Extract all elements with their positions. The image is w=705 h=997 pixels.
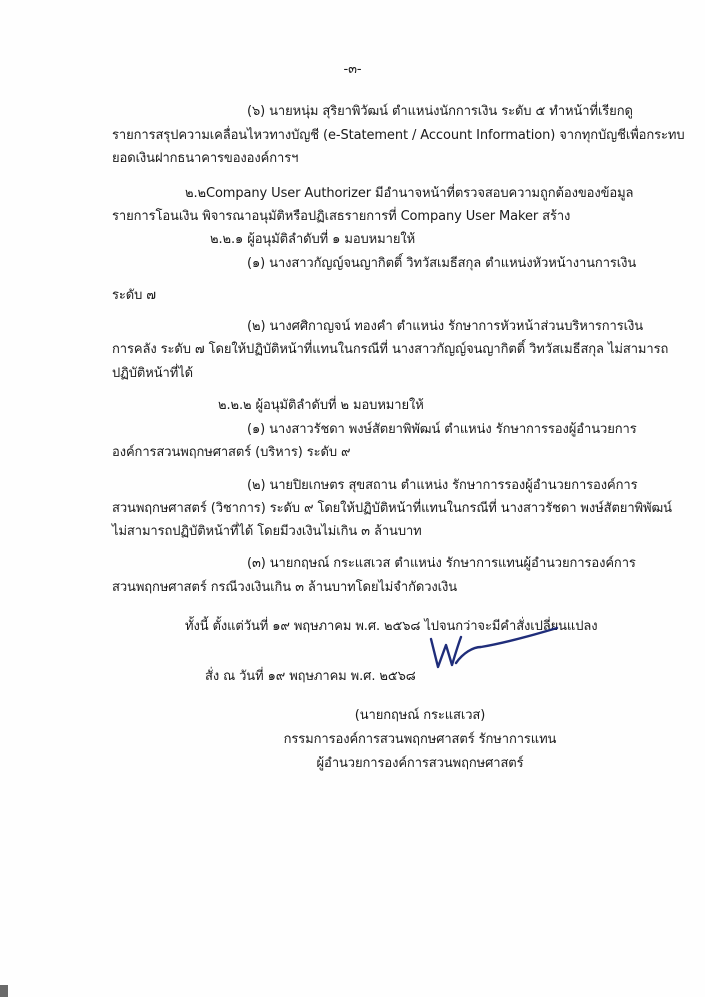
approver-2-item-1: (๑) นางสาวรัชดา พงษ์สัตยาพิพัฒน์ ตำแหน่ง รักษาการรองผู้อำนวยการ [247,422,637,437]
approver-2-item-2-cont-1: สวนพฤกษศาสตร์ (วิชาการ) ระดับ ๙ โดยให้ปฏิบัติหน้าที่แทนในกรณีที่ นางสาวรัชดา พงษ์สัตยาพิพัฒน์ [112,501,672,516]
approver-2-item-3: (๓) นายกฤษณ์ กระแสเวส ตำแหน่ง รักษาการแทนผู้อำนวยการองค์การ [247,556,636,571]
section-2-2-2: ๒.๒.๒ ผู้อนุมัติลำดับที่ ๒ มอบหมายให้ [218,398,424,413]
approver-2-item-2: (๒) นายปิยเกษตร สุขสถาน ตำแหน่ง รักษาการรองผู้อำนวยการองค์การ [247,478,638,493]
approver-1-item-2-cont-1: การคลัง ระดับ ๗ โดยให้ปฏิบัติหน้าที่แทนในกรณีที่ นางสาวกัญญ์จนญากิตติ์ วิทวัสเมธีสกุล ไม่สามารถ [112,342,669,357]
handwritten-signature [425,625,565,680]
section-2-2-1: ๒.๒.๑ ผู้อนุมัติลำดับที่ ๑ มอบหมายให้ [210,232,416,247]
section-2-2-cont: รายการโอนเงิน พิจารณาอนุมัติหรือปฏิเสธรายการที่ Company User Maker สร้าง [112,209,571,224]
approver-2-item-1-cont: องค์การสวนพฤกษศาสตร์ (บริหาร) ระดับ ๙ [112,445,351,460]
approver-1-item-1: (๑) นางสาวกัญญ์จนญากิตติ์ วิทวัสเมธีสกุล ตำแหน่งหัวหน้างานการเงิน [247,256,637,271]
effective-date: ทั้งนี้ ตั้งแต่วันที่ ๑๙ พฤษภาคม พ.ศ. ๒๕๖๘ ไปจนกว่าจะมีคำสั่งเปลี่ยนแปลง [185,619,598,634]
approver-1-item-2: (๒) นางศศิกาญจน์ ทองคำ ตำแหน่ง รักษาการหัวหน้าส่วนบริหารการเงิน [247,319,644,334]
signatory-title-2: ผู้อำนวยการองค์การสวนพฤกษศาสตร์ [316,756,524,771]
signatory-name: (นายกฤษณ์ กระแสเวส) [354,708,486,723]
approver-2-item-3-cont: สวนพฤกษศาสตร์ กรณีวงเงินเกิน ๓ ล้านบาทโดยไม่จำกัดวงเงิน [112,580,458,595]
page-number: -๓- [343,62,362,77]
approver-2-item-2-cont-2: ไม่สามารถปฏิบัติหน้าที่ได้ โดยมีวงเงินไม่เกิน ๓ ล้านบาท [112,524,422,539]
section-2-2: ๒.๒Company User Authorizer มีอำนาจหน้าที่ตรวจสอบความถูกต้องของข้อมูล [185,186,634,201]
scan-edge-mark [0,985,8,997]
item-6-cont-2: ยอดเงินฝากธนาคารขององค์การฯ [112,151,299,166]
order-date: สั่ง ณ วันที่ ๑๙ พฤษภาคม พ.ศ. ๒๕๖๘ [205,669,416,684]
approver-1-item-2-cont-2: ปฏิบัติหน้าที่ได้ [112,366,193,381]
signatory-title-1: กรรมการองค์การสวนพฤกษศาสตร์ รักษาการแทน [283,732,557,747]
approver-1-item-1-cont: ระดับ ๗ [112,288,156,303]
item-6: (๖) นายหนุ่ม สุริยาพิวัฒน์ ตำแหน่งนักการเงิน ระดับ ๕ ทำหน้าที่เรียกดู [247,104,633,119]
item-6-cont-1: รายการสรุปความเคลื่อนไหวทางบัญชี (e-Statement / Account Information) จากทุกบัญชีเพื่อกระทบ [112,128,685,143]
